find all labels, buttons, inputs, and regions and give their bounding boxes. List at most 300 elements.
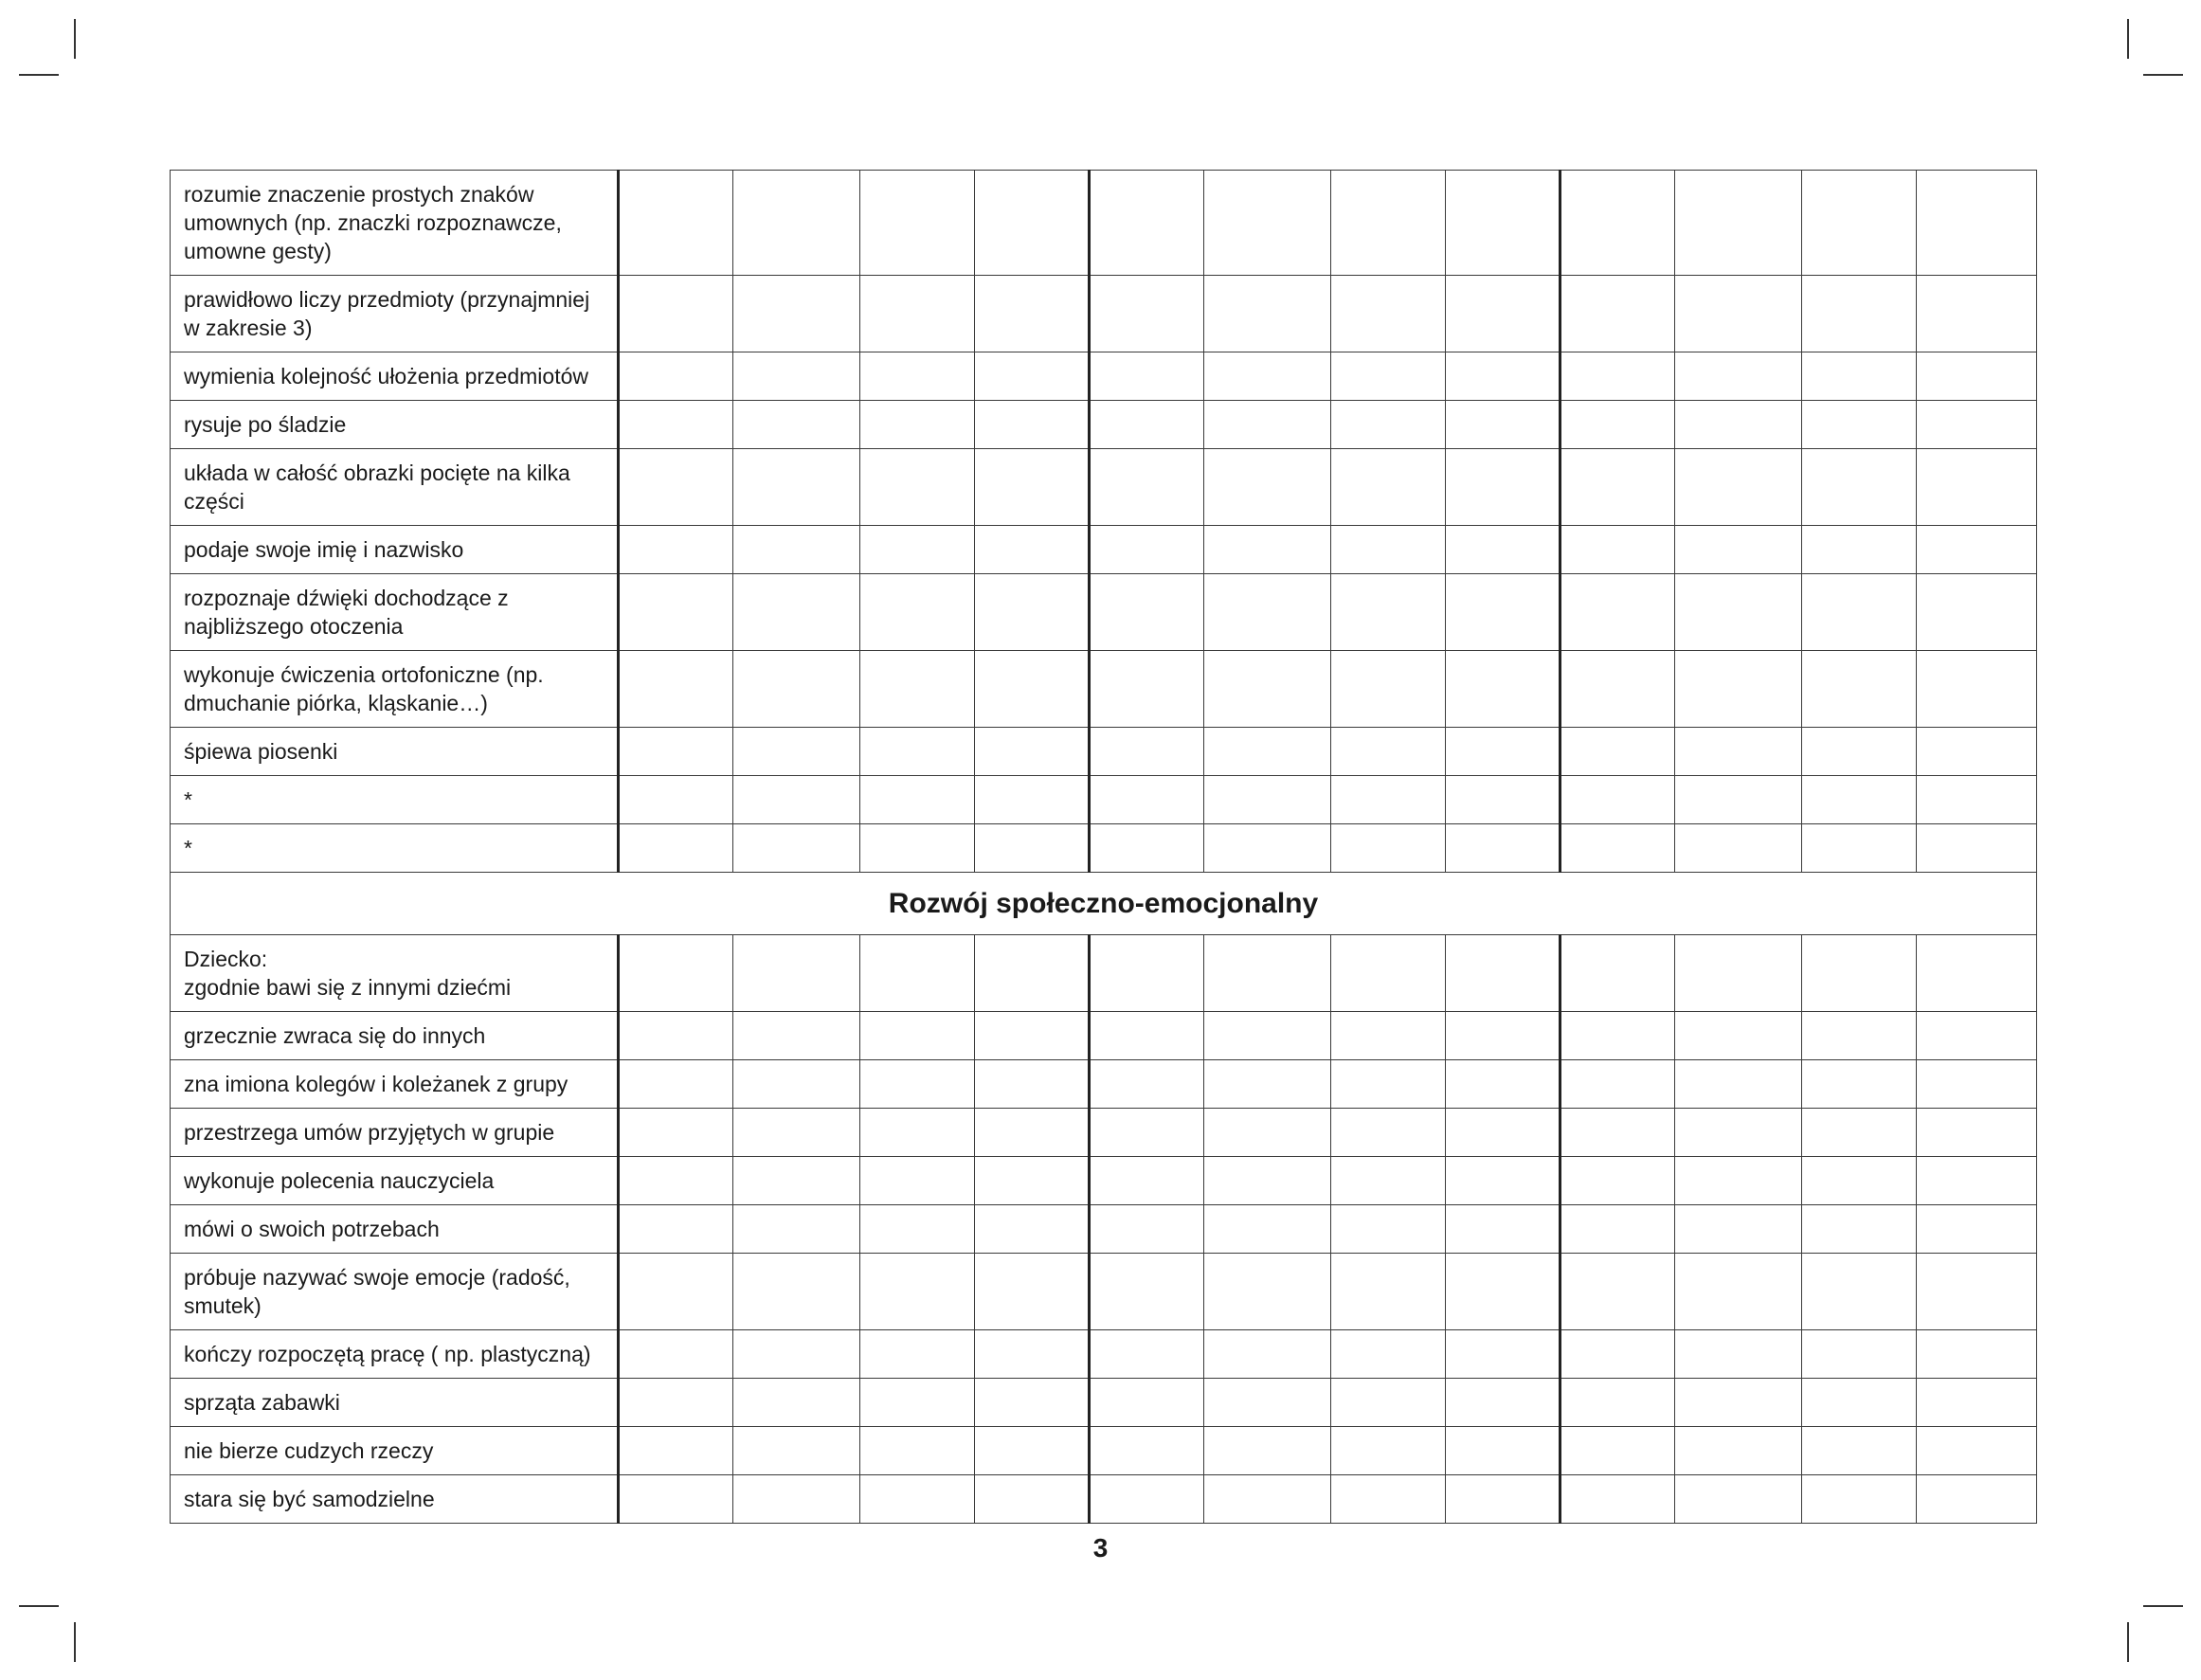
mark-cell[interactable] xyxy=(1802,1330,1917,1379)
mark-cell[interactable] xyxy=(1446,1109,1561,1157)
mark-cell[interactable] xyxy=(1561,1475,1675,1524)
mark-cell[interactable] xyxy=(1917,651,2037,728)
mark-cell[interactable] xyxy=(1204,526,1331,574)
mark-cell[interactable] xyxy=(1331,651,1446,728)
mark-cell[interactable] xyxy=(619,1427,733,1475)
mark-cell[interactable] xyxy=(619,935,733,1012)
mark-cell[interactable] xyxy=(975,1157,1090,1205)
mark-cell[interactable] xyxy=(1331,526,1446,574)
mark-cell[interactable] xyxy=(1675,276,1802,352)
mark-cell[interactable] xyxy=(619,1109,733,1157)
mark-cell[interactable] xyxy=(1446,1205,1561,1254)
mark-cell[interactable] xyxy=(1204,1060,1331,1109)
mark-cell[interactable] xyxy=(1204,574,1331,651)
mark-cell[interactable] xyxy=(1675,401,1802,449)
criterion-label xyxy=(171,1330,619,1379)
mark-cell[interactable] xyxy=(860,352,975,401)
criterion-label xyxy=(171,1379,619,1427)
mark-cell[interactable] xyxy=(733,1109,860,1157)
mark-cell[interactable] xyxy=(1675,1379,1802,1427)
mark-cell[interactable] xyxy=(1917,1330,2037,1379)
mark-cell[interactable] xyxy=(1561,449,1675,526)
mark-cell[interactable] xyxy=(1331,1330,1446,1379)
mark-cell[interactable] xyxy=(733,651,860,728)
mark-cell[interactable] xyxy=(619,276,733,352)
mark-cell[interactable] xyxy=(1802,1157,1917,1205)
mark-cell[interactable] xyxy=(1090,1157,1204,1205)
mark-cell[interactable] xyxy=(1204,776,1331,824)
mark-cell[interactable] xyxy=(1446,1060,1561,1109)
mark-cell[interactable] xyxy=(1917,276,2037,352)
mark-cell[interactable] xyxy=(860,1427,975,1475)
mark-cell[interactable] xyxy=(860,449,975,526)
mark-cell[interactable] xyxy=(1090,574,1204,651)
mark-cell[interactable] xyxy=(1446,574,1561,651)
mark-cell[interactable] xyxy=(1917,449,2037,526)
mark-cell[interactable] xyxy=(1331,401,1446,449)
mark-cell[interactable] xyxy=(1331,1427,1446,1475)
criterion-label xyxy=(171,1475,619,1524)
mark-cell[interactable] xyxy=(1802,401,1917,449)
mark-cell[interactable] xyxy=(1561,1254,1675,1330)
mark-cell[interactable] xyxy=(1331,1205,1446,1254)
mark-cell[interactable] xyxy=(733,1254,860,1330)
criterion-line: * xyxy=(184,836,192,860)
mark-cell[interactable] xyxy=(1090,1330,1204,1379)
mark-cell[interactable] xyxy=(1675,526,1802,574)
mark-cell[interactable] xyxy=(860,1475,975,1524)
mark-cell[interactable] xyxy=(1561,1379,1675,1427)
mark-cell[interactable] xyxy=(1917,1060,2037,1109)
mark-cell[interactable] xyxy=(1561,276,1675,352)
mark-cell[interactable] xyxy=(1446,1254,1561,1330)
mark-cell[interactable] xyxy=(1917,1109,2037,1157)
mark-cell[interactable] xyxy=(1204,401,1331,449)
mark-cell[interactable] xyxy=(1446,526,1561,574)
mark-cell[interactable] xyxy=(1331,1379,1446,1427)
mark-cell[interactable] xyxy=(1331,1254,1446,1330)
mark-cell[interactable] xyxy=(1561,1205,1675,1254)
mark-cell[interactable] xyxy=(1446,776,1561,824)
mark-cell[interactable] xyxy=(975,1012,1090,1060)
mark-cell[interactable] xyxy=(1204,1330,1331,1379)
crop-mark xyxy=(2143,1605,2183,1607)
mark-cell[interactable] xyxy=(619,1379,733,1427)
mark-cell[interactable] xyxy=(1917,1157,2037,1205)
mark-cell[interactable] xyxy=(1917,171,2037,276)
mark-cell[interactable] xyxy=(1675,1330,1802,1379)
mark-cell[interactable] xyxy=(1090,1379,1204,1427)
table-row xyxy=(171,776,2037,824)
mark-cell[interactable] xyxy=(1090,352,1204,401)
mark-cell[interactable] xyxy=(1917,776,2037,824)
mark-cell[interactable] xyxy=(619,574,733,651)
mark-cell[interactable] xyxy=(619,401,733,449)
criterion-line: wymienia kolejność ułożenia przedmiotów xyxy=(184,364,588,388)
mark-cell[interactable] xyxy=(1446,449,1561,526)
mark-cell[interactable] xyxy=(733,728,860,776)
mark-cell[interactable] xyxy=(975,574,1090,651)
mark-cell[interactable] xyxy=(1561,1012,1675,1060)
mark-cell[interactable] xyxy=(733,1060,860,1109)
mark-cell[interactable] xyxy=(1675,824,1802,873)
mark-cell[interactable] xyxy=(1675,935,1802,1012)
criterion-line: próbuje nazywać swoje emocje (radość, xyxy=(184,1265,570,1290)
mark-cell[interactable] xyxy=(1446,276,1561,352)
mark-cell[interactable] xyxy=(1331,728,1446,776)
mark-cell[interactable] xyxy=(860,1205,975,1254)
mark-cell[interactable] xyxy=(1090,935,1204,1012)
criterion-line: dmuchanie piórka, kląskanie…) xyxy=(184,691,488,715)
mark-cell[interactable] xyxy=(975,171,1090,276)
mark-cell[interactable] xyxy=(1917,935,2037,1012)
mark-cell[interactable] xyxy=(1090,171,1204,276)
mark-cell[interactable] xyxy=(619,526,733,574)
mark-cell[interactable] xyxy=(1204,1205,1331,1254)
mark-cell[interactable] xyxy=(860,1157,975,1205)
mark-cell[interactable] xyxy=(1090,651,1204,728)
mark-cell[interactable] xyxy=(975,1475,1090,1524)
mark-cell[interactable] xyxy=(1204,352,1331,401)
mark-cell[interactable] xyxy=(1802,1060,1917,1109)
mark-cell[interactable] xyxy=(860,651,975,728)
mark-cell[interactable] xyxy=(1675,574,1802,651)
mark-cell[interactable] xyxy=(1802,1427,1917,1475)
mark-cell[interactable] xyxy=(733,449,860,526)
mark-cell[interactable] xyxy=(1090,1012,1204,1060)
mark-cell[interactable] xyxy=(1802,449,1917,526)
table-row xyxy=(171,1109,2037,1157)
criterion-label xyxy=(171,171,619,276)
mark-cell[interactable] xyxy=(860,1379,975,1427)
mark-cell[interactable] xyxy=(1675,352,1802,401)
mark-cell[interactable] xyxy=(733,1475,860,1524)
mark-cell[interactable] xyxy=(1446,1157,1561,1205)
mark-cell[interactable] xyxy=(1675,449,1802,526)
mark-cell[interactable] xyxy=(1802,1379,1917,1427)
mark-cell[interactable] xyxy=(1802,276,1917,352)
mark-cell[interactable] xyxy=(1917,1205,2037,1254)
mark-cell[interactable] xyxy=(1446,352,1561,401)
mark-cell[interactable] xyxy=(1204,1475,1331,1524)
mark-cell[interactable] xyxy=(1331,171,1446,276)
mark-cell[interactable] xyxy=(619,1060,733,1109)
mark-cell[interactable] xyxy=(1331,776,1446,824)
mark-cell[interactable] xyxy=(1204,824,1331,873)
mark-cell[interactable] xyxy=(1090,1254,1204,1330)
mark-cell[interactable] xyxy=(1802,1205,1917,1254)
mark-cell[interactable] xyxy=(1204,1012,1331,1060)
mark-cell[interactable] xyxy=(975,401,1090,449)
mark-cell[interactable] xyxy=(733,1205,860,1254)
mark-cell[interactable] xyxy=(1917,526,2037,574)
criterion-label xyxy=(171,526,619,574)
mark-cell[interactable] xyxy=(619,651,733,728)
mark-cell[interactable] xyxy=(1561,171,1675,276)
mark-cell[interactable] xyxy=(733,935,860,1012)
mark-cell[interactable] xyxy=(1561,526,1675,574)
mark-cell[interactable] xyxy=(1561,1109,1675,1157)
mark-cell[interactable] xyxy=(619,449,733,526)
mark-cell[interactable] xyxy=(975,651,1090,728)
mark-cell[interactable] xyxy=(733,1157,860,1205)
mark-cell[interactable] xyxy=(619,1012,733,1060)
mark-cell[interactable] xyxy=(860,1012,975,1060)
mark-cell[interactable] xyxy=(1090,401,1204,449)
mark-cell[interactable] xyxy=(1204,651,1331,728)
mark-cell[interactable] xyxy=(1917,824,2037,873)
mark-cell[interactable] xyxy=(1446,935,1561,1012)
mark-cell[interactable] xyxy=(1446,728,1561,776)
table-row xyxy=(171,935,2037,1012)
mark-cell[interactable] xyxy=(733,352,860,401)
mark-cell[interactable] xyxy=(1917,1379,2037,1427)
mark-cell[interactable] xyxy=(1917,728,2037,776)
mark-cell[interactable] xyxy=(1675,171,1802,276)
mark-cell[interactable] xyxy=(860,401,975,449)
mark-cell[interactable] xyxy=(1675,1427,1802,1475)
mark-cell[interactable] xyxy=(733,171,860,276)
mark-cell[interactable] xyxy=(1802,1254,1917,1330)
mark-cell[interactable] xyxy=(1090,1475,1204,1524)
mark-cell[interactable] xyxy=(733,776,860,824)
mark-cell[interactable] xyxy=(1802,171,1917,276)
mark-cell[interactable] xyxy=(1802,574,1917,651)
mark-cell[interactable] xyxy=(1090,824,1204,873)
mark-cell[interactable] xyxy=(1204,171,1331,276)
mark-cell[interactable] xyxy=(1446,1427,1561,1475)
mark-cell[interactable] xyxy=(975,449,1090,526)
assessment-table xyxy=(170,170,2037,1524)
mark-cell[interactable] xyxy=(860,276,975,352)
criterion-line: przestrzega umów przyjętych w grupie xyxy=(184,1120,555,1145)
mark-cell[interactable] xyxy=(1331,1157,1446,1205)
mark-cell[interactable] xyxy=(1446,171,1561,276)
mark-cell[interactable] xyxy=(1561,651,1675,728)
mark-cell[interactable] xyxy=(1561,1060,1675,1109)
mark-cell[interactable] xyxy=(860,824,975,873)
mark-cell[interactable] xyxy=(1675,1012,1802,1060)
mark-cell[interactable] xyxy=(733,1379,860,1427)
mark-cell[interactable] xyxy=(1675,1475,1802,1524)
mark-cell[interactable] xyxy=(975,824,1090,873)
mark-cell[interactable] xyxy=(1090,728,1204,776)
mark-cell[interactable] xyxy=(1917,574,2037,651)
criterion-label xyxy=(171,824,619,873)
mark-cell[interactable] xyxy=(1331,1109,1446,1157)
mark-cell[interactable] xyxy=(733,276,860,352)
mark-cell[interactable] xyxy=(1561,935,1675,1012)
mark-cell[interactable] xyxy=(619,352,733,401)
mark-cell[interactable] xyxy=(1561,776,1675,824)
mark-cell[interactable] xyxy=(619,1205,733,1254)
mark-cell[interactable] xyxy=(1331,935,1446,1012)
mark-cell[interactable] xyxy=(1561,1157,1675,1205)
mark-cell[interactable] xyxy=(733,401,860,449)
mark-cell[interactable] xyxy=(1561,352,1675,401)
mark-cell[interactable] xyxy=(975,1205,1090,1254)
criterion-line: mówi o swoich potrzebach xyxy=(184,1217,440,1241)
crop-mark xyxy=(19,1605,59,1607)
mark-cell[interactable] xyxy=(860,1330,975,1379)
mark-cell[interactable] xyxy=(860,574,975,651)
mark-cell[interactable] xyxy=(1204,935,1331,1012)
mark-cell[interactable] xyxy=(619,824,733,873)
mark-cell[interactable] xyxy=(975,526,1090,574)
criterion-label xyxy=(171,728,619,776)
criterion-label xyxy=(171,276,619,352)
mark-cell[interactable] xyxy=(1561,1427,1675,1475)
table-row xyxy=(171,1157,2037,1205)
mark-cell[interactable] xyxy=(1204,1157,1331,1205)
mark-cell[interactable] xyxy=(975,776,1090,824)
mark-cell[interactable] xyxy=(1802,776,1917,824)
mark-cell[interactable] xyxy=(975,1109,1090,1157)
mark-cell[interactable] xyxy=(1561,401,1675,449)
mark-cell[interactable] xyxy=(1675,1205,1802,1254)
mark-cell[interactable] xyxy=(1802,1475,1917,1524)
mark-cell[interactable] xyxy=(1331,1060,1446,1109)
mark-cell[interactable] xyxy=(1331,352,1446,401)
mark-cell[interactable] xyxy=(1204,276,1331,352)
mark-cell[interactable] xyxy=(1561,824,1675,873)
mark-cell[interactable] xyxy=(1802,526,1917,574)
mark-cell[interactable] xyxy=(619,171,733,276)
mark-cell[interactable] xyxy=(1204,449,1331,526)
mark-cell[interactable] xyxy=(1446,401,1561,449)
mark-cell[interactable] xyxy=(860,776,975,824)
mark-cell[interactable] xyxy=(1090,1060,1204,1109)
mark-cell[interactable] xyxy=(860,728,975,776)
mark-cell[interactable] xyxy=(975,1379,1090,1427)
criterion-line: rysuje po śladzie xyxy=(184,412,347,437)
mark-cell[interactable] xyxy=(733,574,860,651)
mark-cell[interactable] xyxy=(1802,1109,1917,1157)
mark-cell[interactable] xyxy=(1331,824,1446,873)
mark-cell[interactable] xyxy=(1331,449,1446,526)
mark-cell[interactable] xyxy=(975,276,1090,352)
mark-cell[interactable] xyxy=(1675,1060,1802,1109)
criterion-line: rozpoznaje dźwięki dochodzące z xyxy=(184,586,509,610)
mark-cell[interactable] xyxy=(1675,776,1802,824)
mark-cell[interactable] xyxy=(619,1254,733,1330)
criterion-line: umownych (np. znaczki rozpoznawcze, xyxy=(184,210,562,235)
mark-cell[interactable] xyxy=(1446,1330,1561,1379)
mark-cell[interactable] xyxy=(1446,1379,1561,1427)
mark-cell[interactable] xyxy=(619,776,733,824)
mark-cell[interactable] xyxy=(733,1427,860,1475)
mark-cell[interactable] xyxy=(1446,651,1561,728)
crop-mark xyxy=(19,74,59,76)
mark-cell[interactable] xyxy=(860,526,975,574)
mark-cell[interactable] xyxy=(1561,574,1675,651)
criterion-line: prawidłowo liczy przedmioty (przynajmniej xyxy=(184,287,590,312)
mark-cell[interactable] xyxy=(733,824,860,873)
mark-cell[interactable] xyxy=(1090,776,1204,824)
mark-cell[interactable] xyxy=(1090,276,1204,352)
mark-cell[interactable] xyxy=(1675,1109,1802,1157)
mark-cell[interactable] xyxy=(860,1060,975,1109)
mark-cell[interactable] xyxy=(733,526,860,574)
criterion-label xyxy=(171,574,619,651)
mark-cell[interactable] xyxy=(1331,1475,1446,1524)
mark-cell[interactable] xyxy=(619,1157,733,1205)
mark-cell[interactable] xyxy=(619,728,733,776)
table-row xyxy=(171,574,2037,651)
mark-cell[interactable] xyxy=(975,728,1090,776)
mark-cell[interactable] xyxy=(733,1330,860,1379)
mark-cell[interactable] xyxy=(975,1330,1090,1379)
mark-cell[interactable] xyxy=(1675,728,1802,776)
mark-cell[interactable] xyxy=(1802,824,1917,873)
mark-cell[interactable] xyxy=(733,1012,860,1060)
mark-cell[interactable] xyxy=(1561,1330,1675,1379)
mark-cell[interactable] xyxy=(1331,574,1446,651)
mark-cell[interactable] xyxy=(1204,1379,1331,1427)
mark-cell[interactable] xyxy=(1802,352,1917,401)
mark-cell[interactable] xyxy=(1446,824,1561,873)
mark-cell[interactable] xyxy=(1675,1157,1802,1205)
mark-cell[interactable] xyxy=(860,171,975,276)
mark-cell[interactable] xyxy=(860,1254,975,1330)
mark-cell[interactable] xyxy=(1675,1254,1802,1330)
mark-cell[interactable] xyxy=(1331,276,1446,352)
mark-cell[interactable] xyxy=(1204,1427,1331,1475)
mark-cell[interactable] xyxy=(1090,449,1204,526)
mark-cell[interactable] xyxy=(1675,651,1802,728)
mark-cell[interactable] xyxy=(1802,651,1917,728)
mark-cell[interactable] xyxy=(1090,1205,1204,1254)
mark-cell[interactable] xyxy=(975,1060,1090,1109)
mark-cell[interactable] xyxy=(860,1109,975,1157)
mark-cell[interactable] xyxy=(1561,728,1675,776)
mark-cell[interactable] xyxy=(1331,1012,1446,1060)
mark-cell[interactable] xyxy=(975,1254,1090,1330)
mark-cell[interactable] xyxy=(1090,1427,1204,1475)
mark-cell[interactable] xyxy=(1204,1109,1331,1157)
mark-cell[interactable] xyxy=(1204,1254,1331,1330)
mark-cell[interactable] xyxy=(860,935,975,1012)
table-row xyxy=(171,526,2037,574)
mark-cell[interactable] xyxy=(1917,1012,2037,1060)
mark-cell[interactable] xyxy=(1917,1427,2037,1475)
mark-cell[interactable] xyxy=(1802,1012,1917,1060)
table-row xyxy=(171,401,2037,449)
page-number: 3 xyxy=(1092,1533,1109,1563)
mark-cell[interactable] xyxy=(1917,352,2037,401)
mark-cell[interactable] xyxy=(1090,1109,1204,1157)
mark-cell[interactable] xyxy=(619,1475,733,1524)
criterion-line: w zakresie 3) xyxy=(184,316,313,340)
mark-cell[interactable] xyxy=(1446,1012,1561,1060)
table-row xyxy=(171,1205,2037,1254)
mark-cell[interactable] xyxy=(1917,401,2037,449)
mark-cell[interactable] xyxy=(1917,1475,2037,1524)
mark-cell[interactable] xyxy=(619,1330,733,1379)
mark-cell[interactable] xyxy=(1917,1254,2037,1330)
table-row xyxy=(171,171,2037,276)
mark-cell[interactable] xyxy=(1802,728,1917,776)
mark-cell[interactable] xyxy=(975,352,1090,401)
mark-cell[interactable] xyxy=(1090,526,1204,574)
criterion-label xyxy=(171,1157,619,1205)
mark-cell[interactable] xyxy=(975,935,1090,1012)
mark-cell[interactable] xyxy=(1204,728,1331,776)
mark-cell[interactable] xyxy=(1802,935,1917,1012)
mark-cell[interactable] xyxy=(1446,1475,1561,1524)
table-row xyxy=(171,651,2037,728)
mark-cell[interactable] xyxy=(975,1427,1090,1475)
